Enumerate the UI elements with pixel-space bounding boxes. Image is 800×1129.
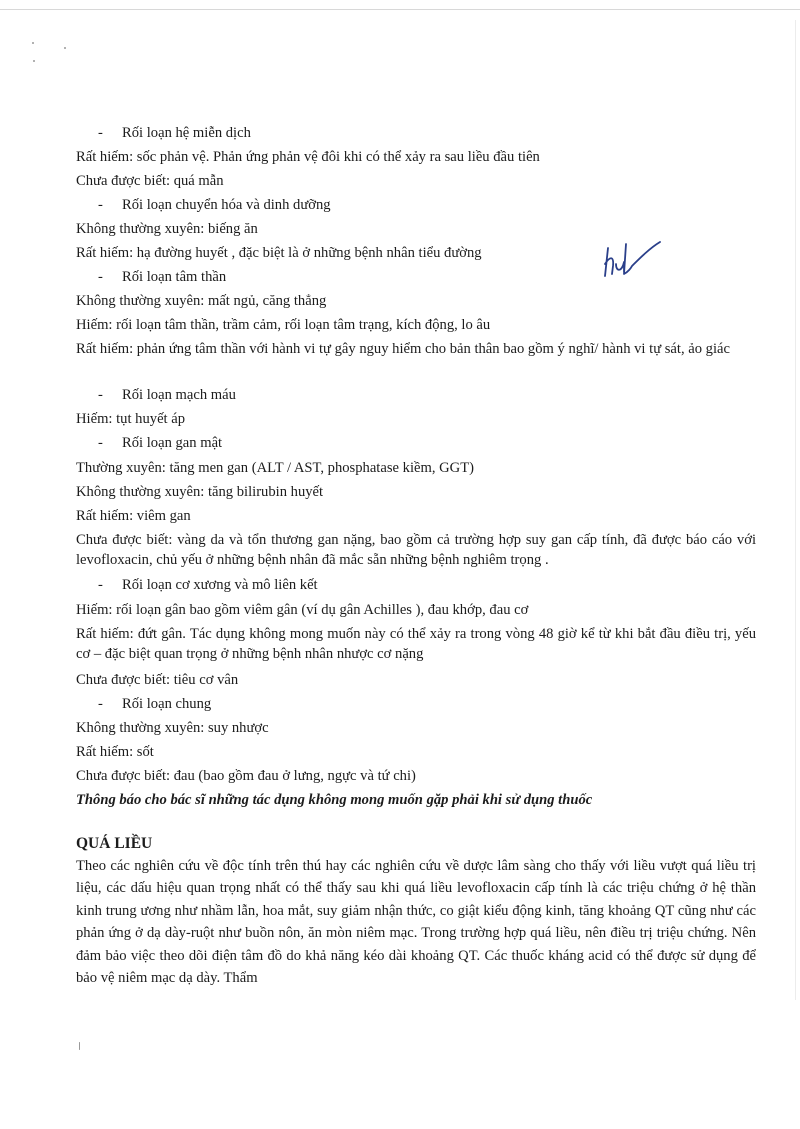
text-line: Không thường xuyên: mất ngủ, căng thẳng	[76, 293, 327, 309]
text-line: Không thường xuyên: suy nhược	[76, 720, 269, 736]
scan-speck	[64, 47, 66, 49]
heading-text: Rối loạn tâm thần	[122, 269, 227, 285]
heading-text: Rối loạn chung	[122, 696, 212, 712]
page-right-border	[795, 20, 796, 1000]
section-heading-psychiatric	[98, 267, 778, 287]
heading-text: Rối loạn chuyển hóa và dinh dưỡng	[122, 197, 331, 213]
section-heading-hepatobiliary	[98, 433, 778, 453]
page-top-border	[0, 9, 800, 10]
text-line: Không thường xuyên: biếng ăn	[76, 221, 258, 237]
text-line: Hiếm: rối loạn tâm thần, trầm cảm, rối loạn tâm trạng, kích động, lo âu	[76, 317, 491, 333]
heading-text: Rối loạn gan mật	[122, 435, 223, 451]
text-line: Rất hiếm: sốt	[76, 744, 154, 760]
text-line: Rất hiếm: sốc phản vệ. Phản ứng phản vệ đôi khi có thể xảy ra sau liều đầu tiên	[76, 149, 540, 165]
text-line: Rất hiếm: đứt gân. Tác dụng không mong muốn này có thể xảy ra trong vòng 48 giờ kể từ khi bắt đầu điều trị, yếu cơ – đặc biệt quan trọng ở những bệnh nhân nhược cơ nặng	[76, 626, 756, 662]
section-heading-musculoskeletal	[98, 575, 778, 595]
bullet-dash: -	[98, 435, 103, 451]
scan-speck	[79, 1042, 80, 1050]
section-heading-metabolism	[98, 195, 778, 215]
overdose-paragraph: Theo các nghiên cứu về độc tính trên thú hay các nghiên cứu về dược lâm sàng cho thấy với liều vượt quá liều trị liệu, các dấu hiệu quan trọng nhất có thể thấy sau khi quá liều levofloxacin cấp tính là các triệu chứng ở hệ thần kinh trung ương như nhầm lẫn, hoa mắt, suy giảm nhận thức, co giật kiểu động kinh, tăng khoảng QT cũng như các phản ứng ở dạ dày-ruột như buồn nôn, ăn mòn niêm mạc. Trong trường hợp quá liều, nên điều trị triệu chứng. Nên đảm bảo việc theo dõi điện tâm đồ do khả năng kéo dài khoảng QT. Các thuốc kháng acid có thể được sử dụng để bảo vệ niêm mạc dạ dày. Thẩm	[76, 858, 756, 987]
section-heading-immune	[98, 123, 778, 143]
bullet-dash: -	[98, 387, 103, 403]
bullet-dash: -	[98, 125, 103, 141]
text-line: Hiếm: tụt huyết áp	[76, 411, 186, 427]
section-heading-vascular	[98, 385, 778, 405]
bullet-dash: -	[98, 577, 103, 593]
text-line: Rất hiếm: viêm gan	[76, 508, 191, 524]
section-heading-general	[98, 694, 778, 714]
text-line: Rất hiếm: hạ đường huyết , đặc biệt là ở những bệnh nhân tiểu đường	[76, 245, 482, 261]
scan-speck	[33, 60, 35, 62]
heading-text: Rối loạn cơ xương và mô liên kết	[122, 577, 318, 593]
text-line: Rất hiếm: phản ứng tâm thần với hành vi tự gây nguy hiểm cho bản thân bao gồm ý nghĩ/ hành vi tự sát, ảo giác	[76, 341, 730, 357]
heading-text: Rối loạn mạch máu	[122, 387, 236, 403]
bullet-dash: -	[98, 696, 103, 712]
heading-text: Rối loạn hệ miễn dịch	[122, 125, 251, 141]
text-line: Thường xuyên: tăng men gan (ALT / AST, phosphatase kiềm, GGT)	[76, 460, 474, 476]
text-line: Không thường xuyên: tăng bilirubin huyết	[76, 484, 324, 500]
text-line: Chưa được biết: đau (bao gồm đau ở lưng, ngực và tứ chi)	[76, 768, 416, 784]
bullet-dash: -	[98, 269, 103, 285]
text-line: Chưa được biết: vàng da và tổn thương gan nặng, bao gồm cả trường hợp suy gan cấp tính, đã được báo cáo với levofloxacin, chủ yếu ở những bệnh nhân đã mắc sẵn những bệnh nghiêm trọng .	[76, 532, 756, 568]
text-line: Chưa được biết: tiêu cơ vân	[76, 672, 239, 688]
bullet-dash: -	[98, 197, 103, 213]
scan-speck	[32, 42, 34, 44]
notice-text: Thông báo cho bác sĩ những tác dụng không mong muốn gặp phải khi sử dụng thuốc	[76, 792, 593, 808]
text-line: Hiếm: rối loạn gân bao gồm viêm gân (ví dụ gân Achilles ), đau khớp, đau cơ	[76, 602, 529, 618]
overdose-title: QUÁ LIỀU	[76, 835, 153, 852]
text-line: Chưa được biết: quá mẫn	[76, 173, 224, 189]
